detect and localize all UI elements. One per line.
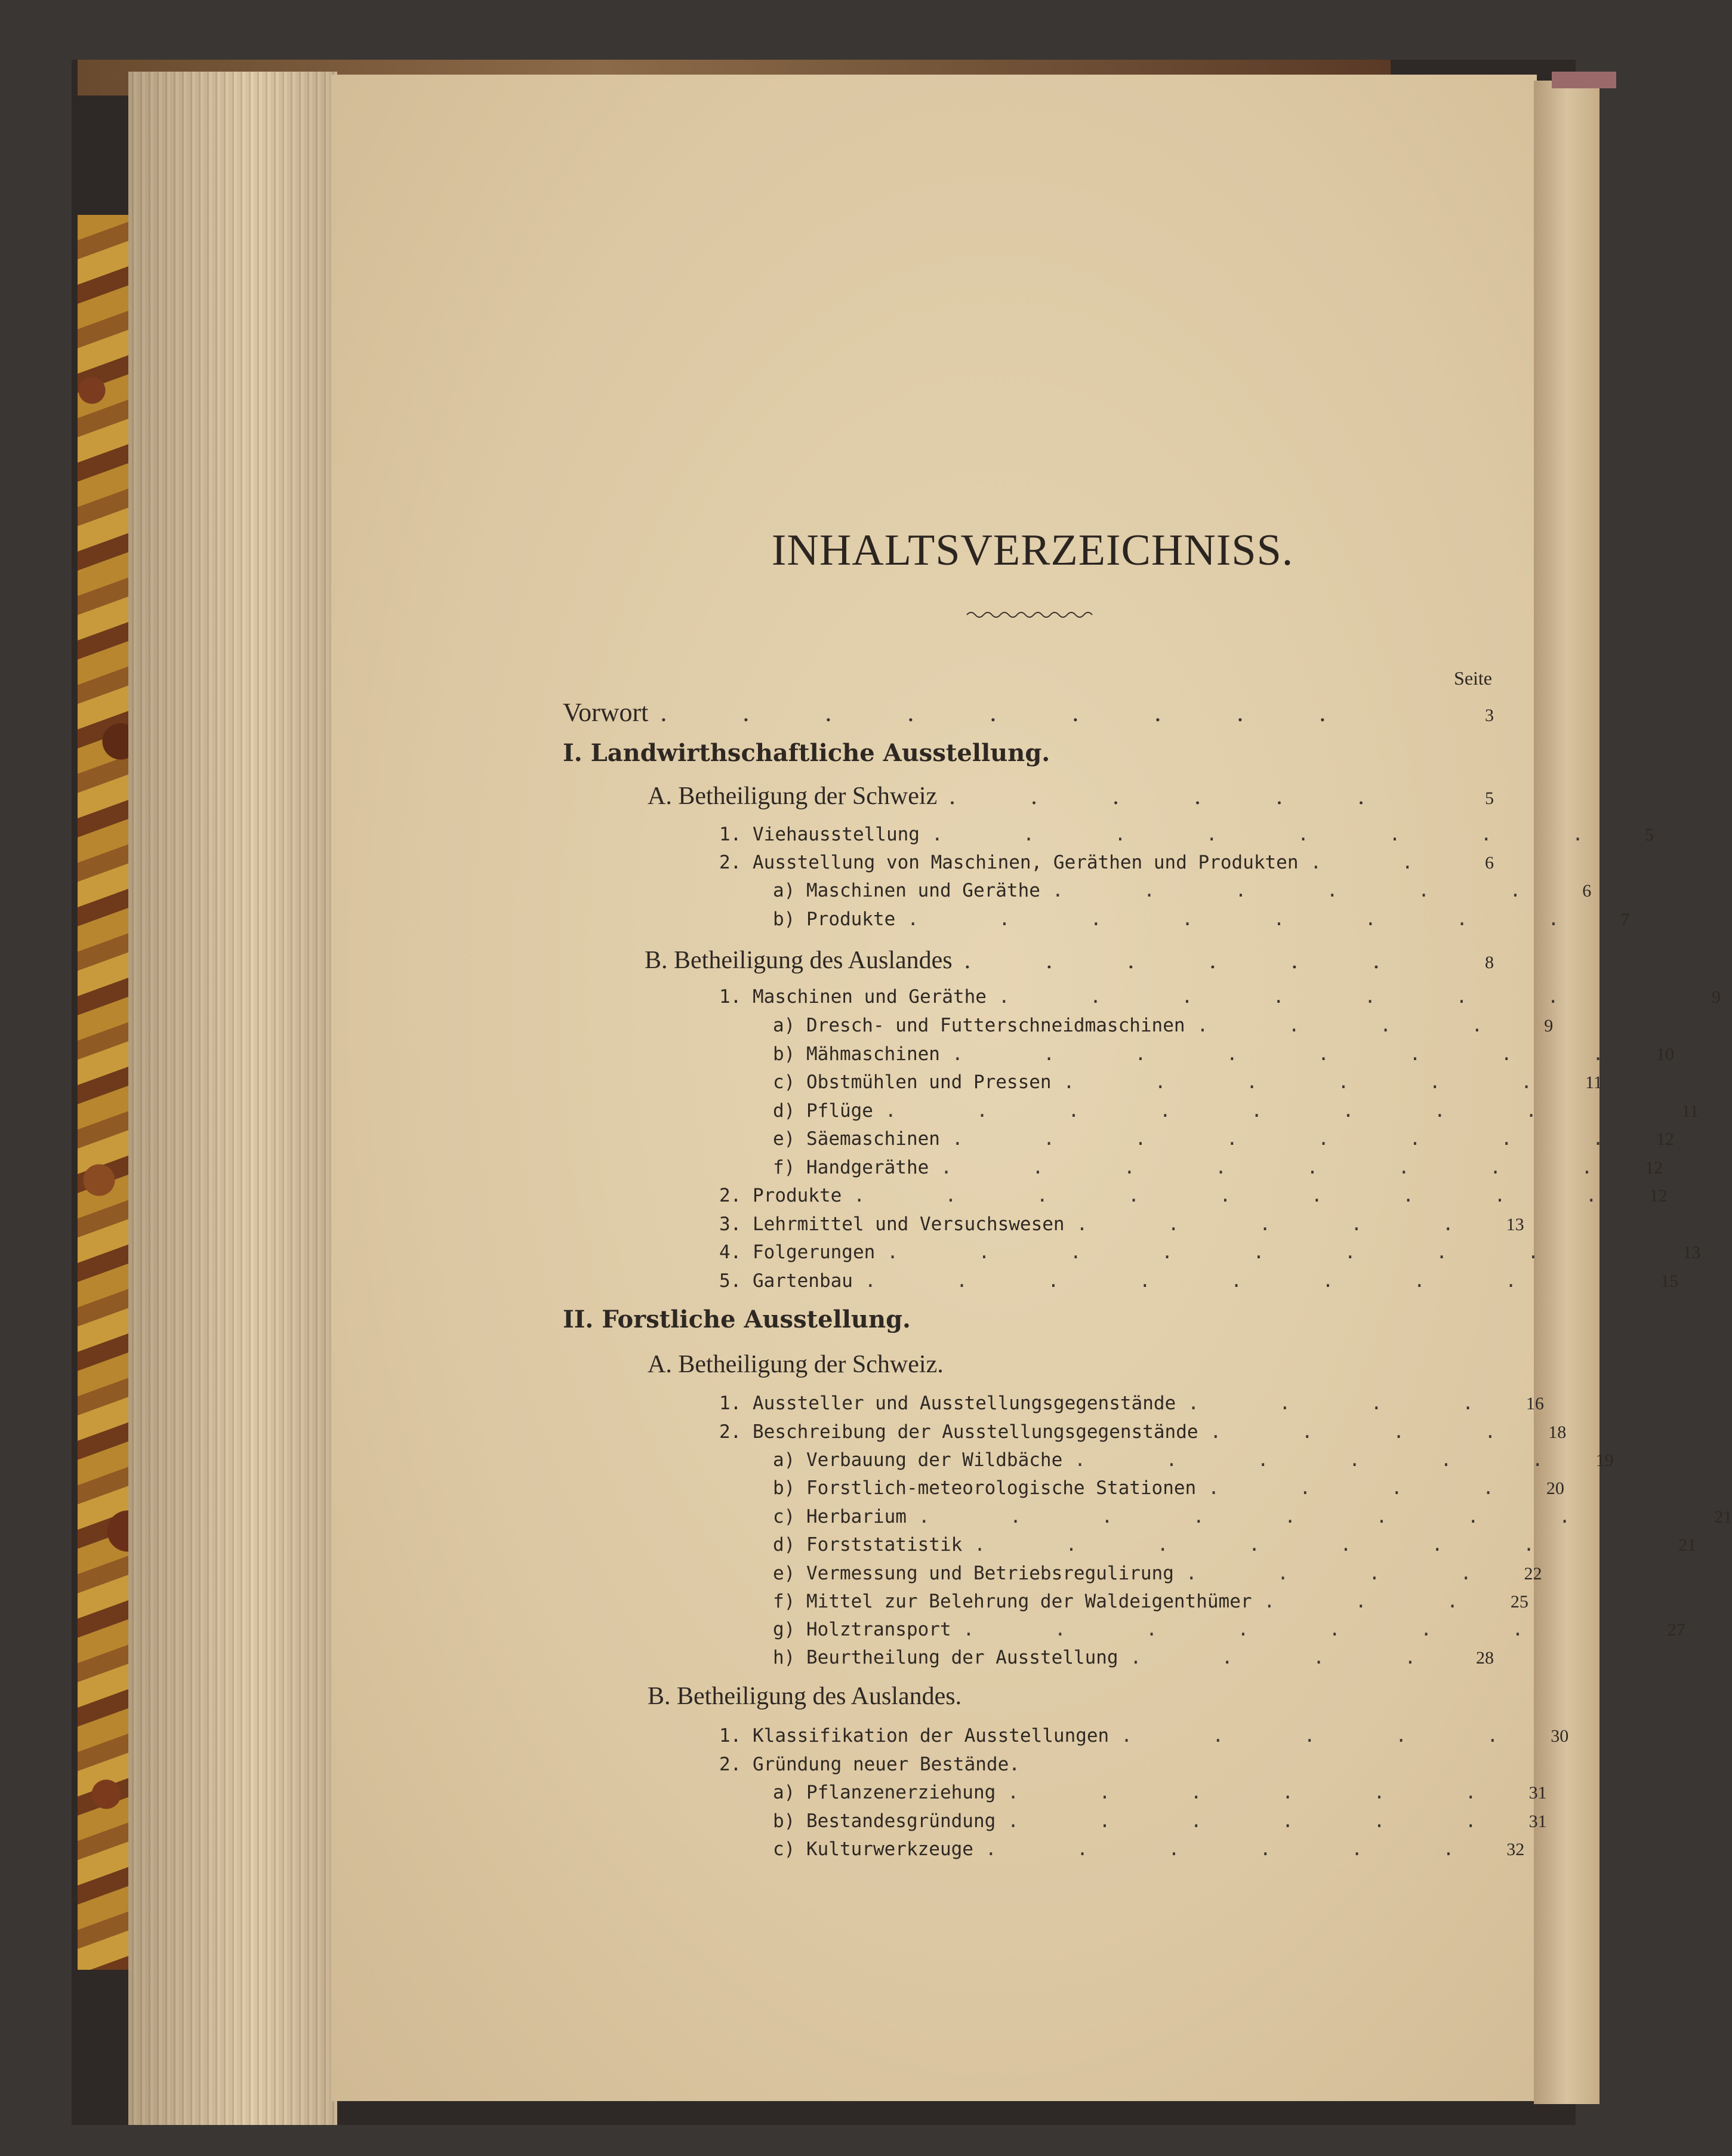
toc-entry-page: 11 [1681,1101,1699,1121]
toc-entry [773,1477,1564,1499]
page-column-heading: Seite [1454,667,1492,689]
dot-leader: . . . . . . [1007,1782,1511,1803]
toc-entry [773,1619,1685,1640]
dot-leader: . . . . . . . . . [853,1185,1632,1206]
toc-entry [773,1071,1602,1093]
dot-leader: . . . . . . . . [931,824,1618,845]
dot-leader: . . . . . . [1052,880,1556,901]
toc-entry [719,824,1654,845]
toc-section-heading [648,1350,1494,1379]
toc-entry-label: e) Vermessung und Betriebsregulirung [773,1563,1174,1584]
dot-leader: . . . . . . . . . [887,1242,1665,1263]
toc-entry-page: 11 [1585,1073,1602,1092]
toc-entry-page: 31 [1528,1783,1547,1803]
toc-entry [773,1449,1614,1471]
toc-entry-label: b) Forstlich-meteorologische Stationen [773,1477,1197,1499]
toc-entry-page: 25 [1510,1592,1528,1612]
toc-entry-page: 12 [1645,1158,1663,1178]
toc-section-heading [648,1682,1494,1711]
toc-entry [773,1782,1547,1803]
toc-entry [719,1242,1701,1263]
dot-leader: . . . . [1197,1015,1518,1036]
toc-entry-label: b) Bestandesgründung [773,1810,996,1832]
toc-entry-label: b) Mähmaschinen [773,1043,940,1065]
toc-entry-label: 2. Produkte [719,1185,842,1206]
toc-entry [773,1015,1554,1036]
toc-entry-page: 12 [1649,1186,1668,1206]
toc-entry-label: c) Kulturwerkzeuge [773,1838,973,1860]
toc-entry-label: A. Betheiligung der Schweiz [648,783,938,810]
dot-leader: . . . . . . . . . [885,1100,1663,1122]
dot-leader: . . . . [1185,1563,1506,1584]
toc-entry [719,1270,1679,1292]
toc-entry-label: II. Forstliche Ausstellung. [563,1305,911,1333]
dot-leader: . . . . . [1121,1725,1533,1747]
toc-entry-label: c) Herbarium [773,1506,907,1527]
toc-entry-label: a) Maschinen und Geräthe [773,880,1040,901]
dot-leader: . . . . . . . . . [660,698,1361,727]
toc-entry-page: 3 [1485,706,1494,725]
toc-entry-page: 30 [1551,1726,1569,1746]
toc-entry-page: 6 [1485,853,1494,873]
toc-part-heading [563,1305,1494,1333]
toc-entry-page: 9 [1711,987,1721,1007]
toc-entry-page: 6 [1582,881,1592,901]
toc-entry [648,782,1494,811]
toc-entry-page: 5 [1644,825,1654,845]
toc-entry-label: 2. Beschreibung der Ausstellungsgegenstände [719,1421,1198,1443]
toc-entry-page: 19 [1595,1450,1614,1470]
toc-entry-label: f) Mittel zur Belehrung der Waldeigenthümer [773,1591,1252,1612]
toc-entry-page: 8 [1485,953,1494,972]
toc-entry-label: I. Landwirthschaftliche Ausstellung. [563,739,1050,767]
toc-entry-label: d) Pflüge [773,1100,873,1122]
toc-entry-page: 27 [1667,1620,1685,1640]
toc-entry-page: 13 [1682,1243,1701,1262]
toc-entry-label: 2. Ausstellung von Maschinen, Geräthen und Produkten [719,852,1299,873]
toc-entry [773,1563,1542,1584]
toc-entry [719,1725,1569,1747]
toc-entry-label: 2. Gründung neuer Bestände. [719,1754,1020,1775]
toc-entry-label: 3. Lehrmittel und Versuchswesen [719,1213,1065,1235]
toc-entry [773,1647,1494,1668]
toc-entry-label: h) Beurtheilung der Ausstellung [773,1647,1118,1668]
toc-entry-label: c) Obstmühlen und Pressen [773,1071,1052,1093]
toc-entry [719,1213,1524,1235]
toc-entry-label: B. Betheiligung des Auslandes [645,947,953,974]
toc-entry-label: e) Säemaschinen [773,1128,940,1150]
toc-entry [563,697,1494,728]
dot-leader: . . . . . . [1063,1071,1567,1093]
toc-entry [773,1128,1674,1150]
toc-entry [773,880,1592,901]
toc-entry-page: 20 [1546,1479,1564,1498]
toc-entry [773,1506,1732,1527]
toc-entry [773,1591,1528,1612]
toc-entry [719,1421,1567,1443]
toc-entry-page: 21 [1678,1535,1697,1555]
dot-leader: . . . . . . . . [963,1619,1650,1640]
dot-leader: . . . . . . . . . [918,1506,1697,1527]
dot-leader: . . . . [1130,1647,1451,1668]
toc-entry [773,1100,1699,1122]
dot-leader: . . . . . . . . [951,1128,1638,1150]
toc-entry-page: 5 [1485,789,1494,808]
toc-entry [719,1185,1668,1206]
toc-entry-page: 16 [1525,1394,1544,1413]
toc-entry-label: 5. Gartenbau [719,1270,853,1292]
toc-entry-label: a) Dresch- und Futterschneidmaschinen [773,1015,1185,1036]
toc-entry-label: Vorwort [563,698,649,727]
toc-entry-label: A. Betheiligung der Schweiz. [648,1351,944,1378]
dot-leader: . . . . . . . . [974,1534,1661,1556]
dot-leader: . . . . [1208,1477,1528,1499]
dot-leader: . . . . . . [1074,1449,1578,1471]
dot-leader: . . . . . . . . [907,908,1594,930]
toc-entry-label: 1. Klassifikation der Ausstellungen [719,1725,1110,1747]
dot-leader: . . . . . . . . [951,1043,1638,1065]
toc-entry-label: d) Forststatistik [773,1534,963,1556]
toc-entry [719,1393,1544,1414]
toc-entry [645,946,1494,975]
toc-entry-label: a) Verbauung der Wildbäche [773,1449,1063,1471]
toc-entry-page: 31 [1528,1812,1547,1831]
dot-leader: . . [1310,852,1448,873]
toc-entry [773,1157,1663,1178]
dot-leader: . . . . . . . . [998,986,1685,1008]
dot-leader: . . . . . [1076,1213,1488,1235]
toc-entry-page: 13 [1506,1215,1524,1234]
toc-entry-label: 4. Folgerungen [719,1242,876,1263]
toc-entry [773,1043,1674,1065]
toc-entry [773,1534,1697,1556]
toc-part-heading [563,739,1494,767]
toc-entry [773,1810,1547,1832]
dot-leader: . . . . [1188,1393,1508,1414]
dot-leader: . . . . . . [964,947,1414,974]
dot-leader: . . . . . . [1007,1810,1511,1832]
toc-entry [773,908,1630,930]
toc-entry-label: 1. Viehausstellung [719,824,920,845]
dot-leader: . . . . [1210,1421,1531,1443]
dot-leader: . . . . . . [985,1838,1489,1860]
dot-leader: . . . . . . . . . [864,1270,1643,1292]
toc-entry-page: 18 [1548,1422,1567,1442]
toc-entry-page: 9 [1544,1016,1554,1036]
toc-entry-label: f) Handgeräthe [773,1157,929,1178]
toc-entry-label: a) Pflanzenerziehung [773,1782,996,1803]
toc-entry-page: 12 [1656,1129,1674,1149]
toc-entry [773,1838,1525,1860]
toc-entry-page: 10 [1656,1045,1674,1064]
toc-entry [719,1754,1494,1775]
dot-leader: . . . [1263,1591,1493,1612]
toc-entry-page: 7 [1620,910,1630,929]
toc-entry-page: 28 [1476,1648,1494,1668]
toc-entry-page: 15 [1660,1271,1679,1291]
toc-entry-label: 1. Aussteller und Ausstellungsgegenstände [719,1393,1176,1414]
toc-entry-label: B. Betheiligung des Auslandes. [648,1683,962,1710]
toc-entry-label: b) Produkte [773,908,896,930]
toc-entry [719,986,1721,1008]
dot-leader: . . . . . . [949,783,1399,810]
toc-entry [719,852,1494,873]
toc-entry-page: 32 [1506,1840,1525,1859]
dot-leader: . . . . . . . . [941,1157,1628,1178]
page-title: INHALTSVERZEICHNISS. [771,526,1294,575]
toc-entry-page: 22 [1524,1564,1542,1584]
toc-entry-page: 21 [1714,1507,1732,1527]
toc-entry-label: g) Holztransport [773,1619,951,1640]
toc-entry-label: 1. Maschinen und Geräthe [719,986,987,1008]
